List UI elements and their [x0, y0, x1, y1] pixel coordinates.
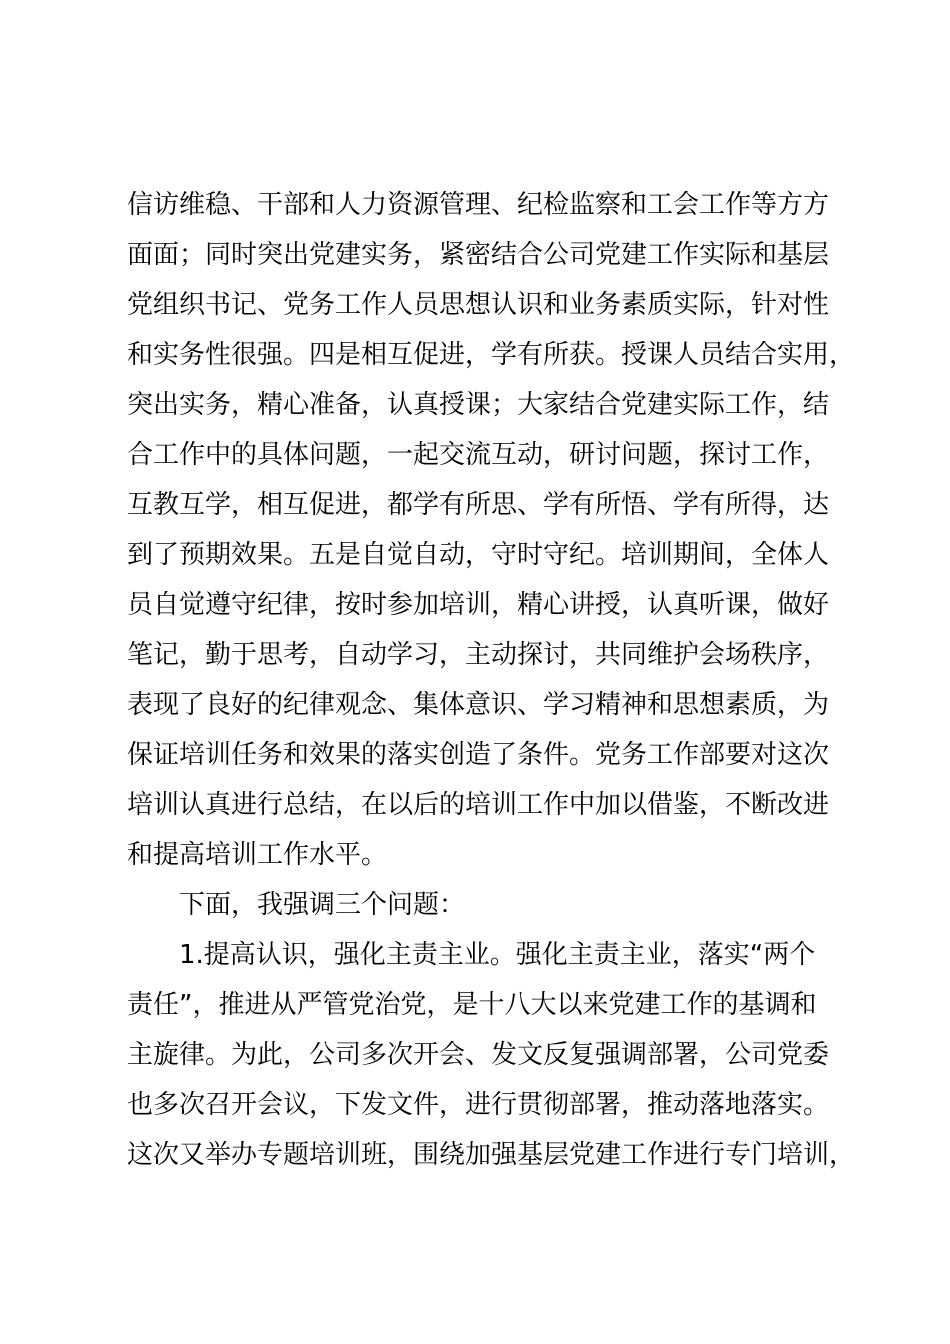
text-line: 突出实务，精心准备，认真授课；大家结合党建实际工作，结 — [127, 390, 830, 420]
text-line: 党组织书记、党务工作人员思想认识和业务素质实际，针对性 — [127, 290, 830, 320]
text-line: 保证培训任务和效果的落实创造了条件。党务工作部要对这次 — [127, 740, 830, 770]
paragraph-first-line: 下面，我强调三个问题： — [179, 890, 466, 920]
text-line: 主旋律。为此，公司多次开会、发文反复强调部署，公司党委 — [127, 1040, 830, 1070]
text-line: 责任”，推进从严管党治党，是十八大以来党建工作的基调和 — [127, 990, 817, 1020]
text-line: 互教互学，相互促进，都学有所思、学有所悟、学有所得，达 — [127, 490, 830, 520]
text-line: 到了预期效果。五是自觉自动，守时守纪。培训期间，全体人 — [127, 540, 830, 570]
text-line: 员自觉遵守纪律，按时参加培训，精心讲授，认真听课，做好 — [127, 590, 830, 620]
text-line: 表现了良好的纪律观念、集体意识、学习精神和思想素质，为 — [127, 690, 830, 720]
text-line: 面面；同时突出党建实务，紧密结合公司党建工作实际和基层 — [127, 240, 830, 270]
text-line: 信访维稳、干部和人力资源管理、纪检监察和工会工作等方方 — [127, 190, 830, 220]
text-line: 这次又举办专题培训班，围绕加强基层党建工作进行专门培训， — [127, 1140, 856, 1170]
text-line: 合工作中的具体问题，一起交流互动，研讨问题，探讨工作， — [127, 440, 830, 470]
text-line: 培训认真进行总结，在以后的培训工作中加以借鉴，不断改进 — [127, 790, 830, 820]
text-line: 笔记，勤于思考，自动学习，主动探讨，共同维护会场秩序， — [127, 640, 830, 670]
paragraph-first-line: 1.提高认识，强化主责主业。强化主责主业，落实“两个 — [179, 940, 816, 970]
body-text — [127, 180, 867, 1180]
text-line: 和实务性很强。四是相互促进，学有所获。授课人员结合实用， — [127, 340, 856, 370]
text-line: 也多次召开会议，下发文件，进行贯彻部署，推动落地落实。 — [127, 1090, 830, 1120]
text-line: 和提高培训工作水平。 — [127, 840, 388, 870]
